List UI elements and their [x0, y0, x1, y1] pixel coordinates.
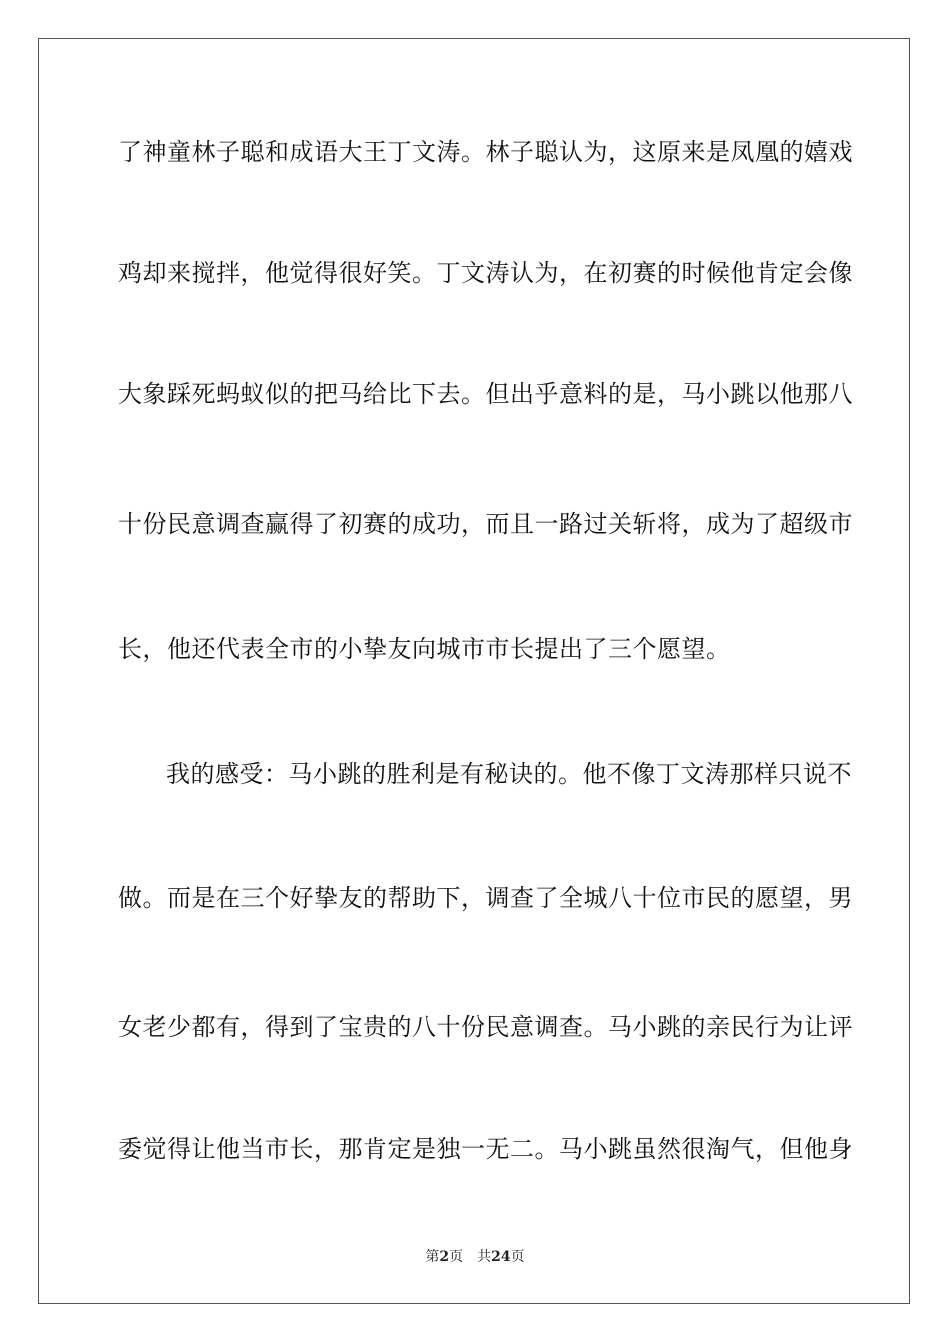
body-text-line-7: 做。而是在三个好挚友的帮助下，调查了全城八十位市民的愿望，男: [118, 884, 853, 912]
body-text-line-1: 了神童林子聪和成语大王丁文涛。林子聪认为，这原来是凤凰的嬉戏: [118, 138, 853, 166]
page-footer: [0, 1248, 950, 1266]
footer-total-suffix: 页: [510, 1249, 525, 1265]
body-text-line-4: 十份民意调查赢得了初赛的成功，而且一路过关斩将，成为了超级市: [118, 510, 853, 538]
footer-page-suffix: 页: [449, 1249, 464, 1265]
body-text-line-3: 大象踩死蚂蚁似的把马给比下去。但出乎意料的是，马小跳以他那八: [118, 380, 853, 408]
footer-page-number: 2: [439, 1249, 450, 1265]
footer-total-pages: 24: [491, 1249, 511, 1265]
body-text-line-6: 我的感受：马小跳的胜利是有秘诀的。他不像丁文涛那样只说不: [166, 760, 852, 788]
footer-total-prefix: 共: [477, 1249, 492, 1265]
body-text-line-2: 鸡却来搅拌，他觉得很好笑。丁文涛认为，在初赛的时候他肯定会像: [118, 259, 853, 287]
body-text-line-5: 长，他还代表全市的小挚友向城市市长提出了三个愿望。: [118, 635, 731, 663]
body-text-line-9: 委觉得让他当市长，那肯定是独一无二。马小跳虽然很淘气，但他身: [118, 1135, 853, 1163]
page-border: [38, 38, 910, 1304]
footer-page-prefix: 第: [425, 1249, 440, 1265]
body-text-line-8: 女老少都有，得到了宝贵的八十份民意调查。马小跳的亲民行为让评: [118, 1013, 853, 1041]
